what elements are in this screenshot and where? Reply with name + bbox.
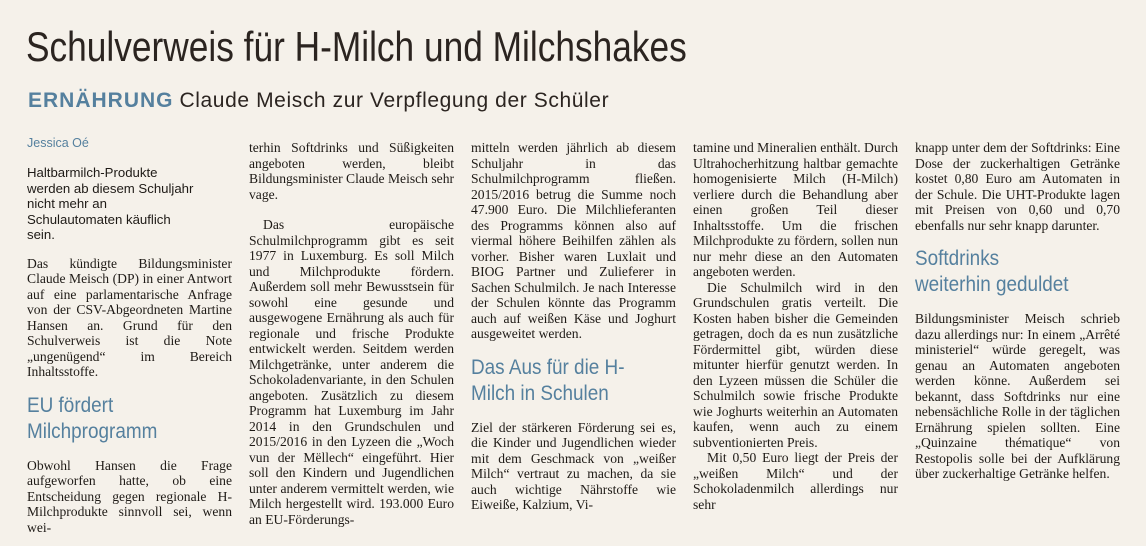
paragraph: Das europäische Schulmilchprogramm gibt es seit 1977 in Luxemburg. Es soll Milch und Milchprodukte fördern. Außerdem soll mehr Bewusstsein für sowohl eine gesunde und ausgewogene Ernährung als auch für regionale und frische Produkte entwickelt werden. Seitdem werden Milchgetränke, unter anderem die Schokoladenvariante, in den Schulen angeboten. Zusätzlich zu diesem Programm hat Luxemburg im Jahr 2014 in den Grundschulen und 2015/2016 in den Lyzeen die „Woch vun der Mëllech“ eingeführt. Hier soll den Kindern und Jugendlichen unter anderem vermittelt werden, wie Milch hergestellt wird. 193.000 Euro an EU-Förderungs- — [249, 217, 454, 527]
subheading-text: Das Aus für die H-Milch in Schulen — [471, 354, 625, 405]
paragraph: knapp unter dem der Softdrinks: Eine Dose der zuckerhaltigen Getränke kostet 0,80 Euro am Automaten in der Schule. Die UHT-Produkte lagen mit Preisen von 0,60 und 0,70 ebenfalls nur sehr knapp darunter. — [915, 140, 1120, 233]
column-5 — [915, 140, 1120, 482]
paragraph: Das kündigte Bildungsminister Claude Meisch (DP) in einer Antwort auf eine parlamentarische Anfrage von der CSV-Abgeordneten Martine Hansen an. Grund für den Schulverweis ist die Note „ungenügend“ im Bereich Inhaltsstoffe. — [27, 255, 232, 379]
paragraph: Bildungsminister Meisch schrieb dazu allerdings nur: In einem „Arrêté ministeriel“ würde geregelt, was genau an Automaten angeboten werden könne. Außerdem sei bekannt, dass Softdrinks nur eine nebensächliche Rolle in der täglichen Ernährung spielen sollten. Eine „Quinzaine thématique“ von Restopolis solle bei der Aufklärung über zuckerhaltige Getränke helfen. — [915, 311, 1120, 481]
column-3 — [471, 140, 676, 513]
lead-paragraph: Haltbarmilch-Produkte werden ab diesem Schuljahr nicht mehr an Schulautomaten käuflich sein. — [27, 165, 194, 242]
subheading — [27, 392, 207, 444]
paragraph: Die Schulmilch wird in den Grundschulen gratis verteilt. Die Kosten haben bisher die Gemeinden getragen, doch da es nun zusätzliche Fördermittel gibt, würden diese mitunter hierfür genutzt werden. In den Lyzeen müssen die Schüler die Schulmilch sowie frische Produkte wie Joghurts weiterhin an Automaten kaufen, wenn auch zu einem subventionierten Preis. — [693, 279, 898, 450]
paragraph: Mit 0,50 Euro liegt der Preis der „weißen Milch“ und der Schokoladenmilch allerdings nur sehr — [693, 450, 898, 512]
author: Jessica Oé — [27, 136, 89, 150]
column-4 — [693, 140, 898, 512]
subheading — [471, 354, 651, 406]
column-2 — [249, 140, 454, 527]
subheading-text: Softdrinks weiterhin geduldet — [915, 246, 1069, 296]
headline: Schulverweis für H-Milch und Milchshakes — [26, 23, 687, 70]
paragraph: tamine und Mineralien enthält. Durch Ultrahocherhitzung haltbar gemachte homogenisierte Milch (H-Milch) verliere durch die Behandlung aber einen großen Teil dieser Inhaltsstoffe. Um die frischen Milchprodukte zu fördern, sollen nun nur mehr diese an den Automaten angeboten werden. — [693, 140, 898, 279]
subheading — [915, 245, 1095, 297]
paragraph: terhin Softdrinks und Süßigkeiten angeboten werden, bleibt Bildungsminister Claude Meisch sehr vage. — [249, 140, 455, 202]
paragraph: Ziel der stärkeren Förderung sei es, die Kinder und Jugendlichen wieder mit dem Geschmack von „weißer Milch“ vertraut zu machen, da sie auch wichtige Nährstoffe wie Eiweiße, Kalzium, Vi- — [471, 419, 676, 512]
subheading-text: EU fördert Milchprogramm — [27, 392, 158, 443]
subheadline: Claude Meisch zur Verpflegung der Schüler — [179, 89, 610, 112]
paragraph: Obwohl Hansen die Frage aufgeworfen hatte, ob eine Entscheidung gegen regionale H-Milchprodukte sinnvoll sei, wenn wei- — [27, 457, 232, 535]
kicker: ERNÄHRUNG — [28, 89, 174, 112]
subheadline-row — [28, 88, 609, 114]
column-1 — [27, 136, 232, 535]
paragraph: mitteln werden jährlich ab diesem Schuljahr in das Schulmilchprogramm fließen. 2015/2016 betrug die Summe noch 47.900 Euro. Die Milchlieferanten des Programms können also auf viermal höhere Beihilfen zählen als vorher. Bisher waren Luxlait und BIOG Partner und Zulieferer in Sachen Schulmilch. Je nach Interesse der Schulen könnte das Programm auch auf weißen Käse und Joghurt ausgeweitet werden. — [471, 140, 676, 341]
